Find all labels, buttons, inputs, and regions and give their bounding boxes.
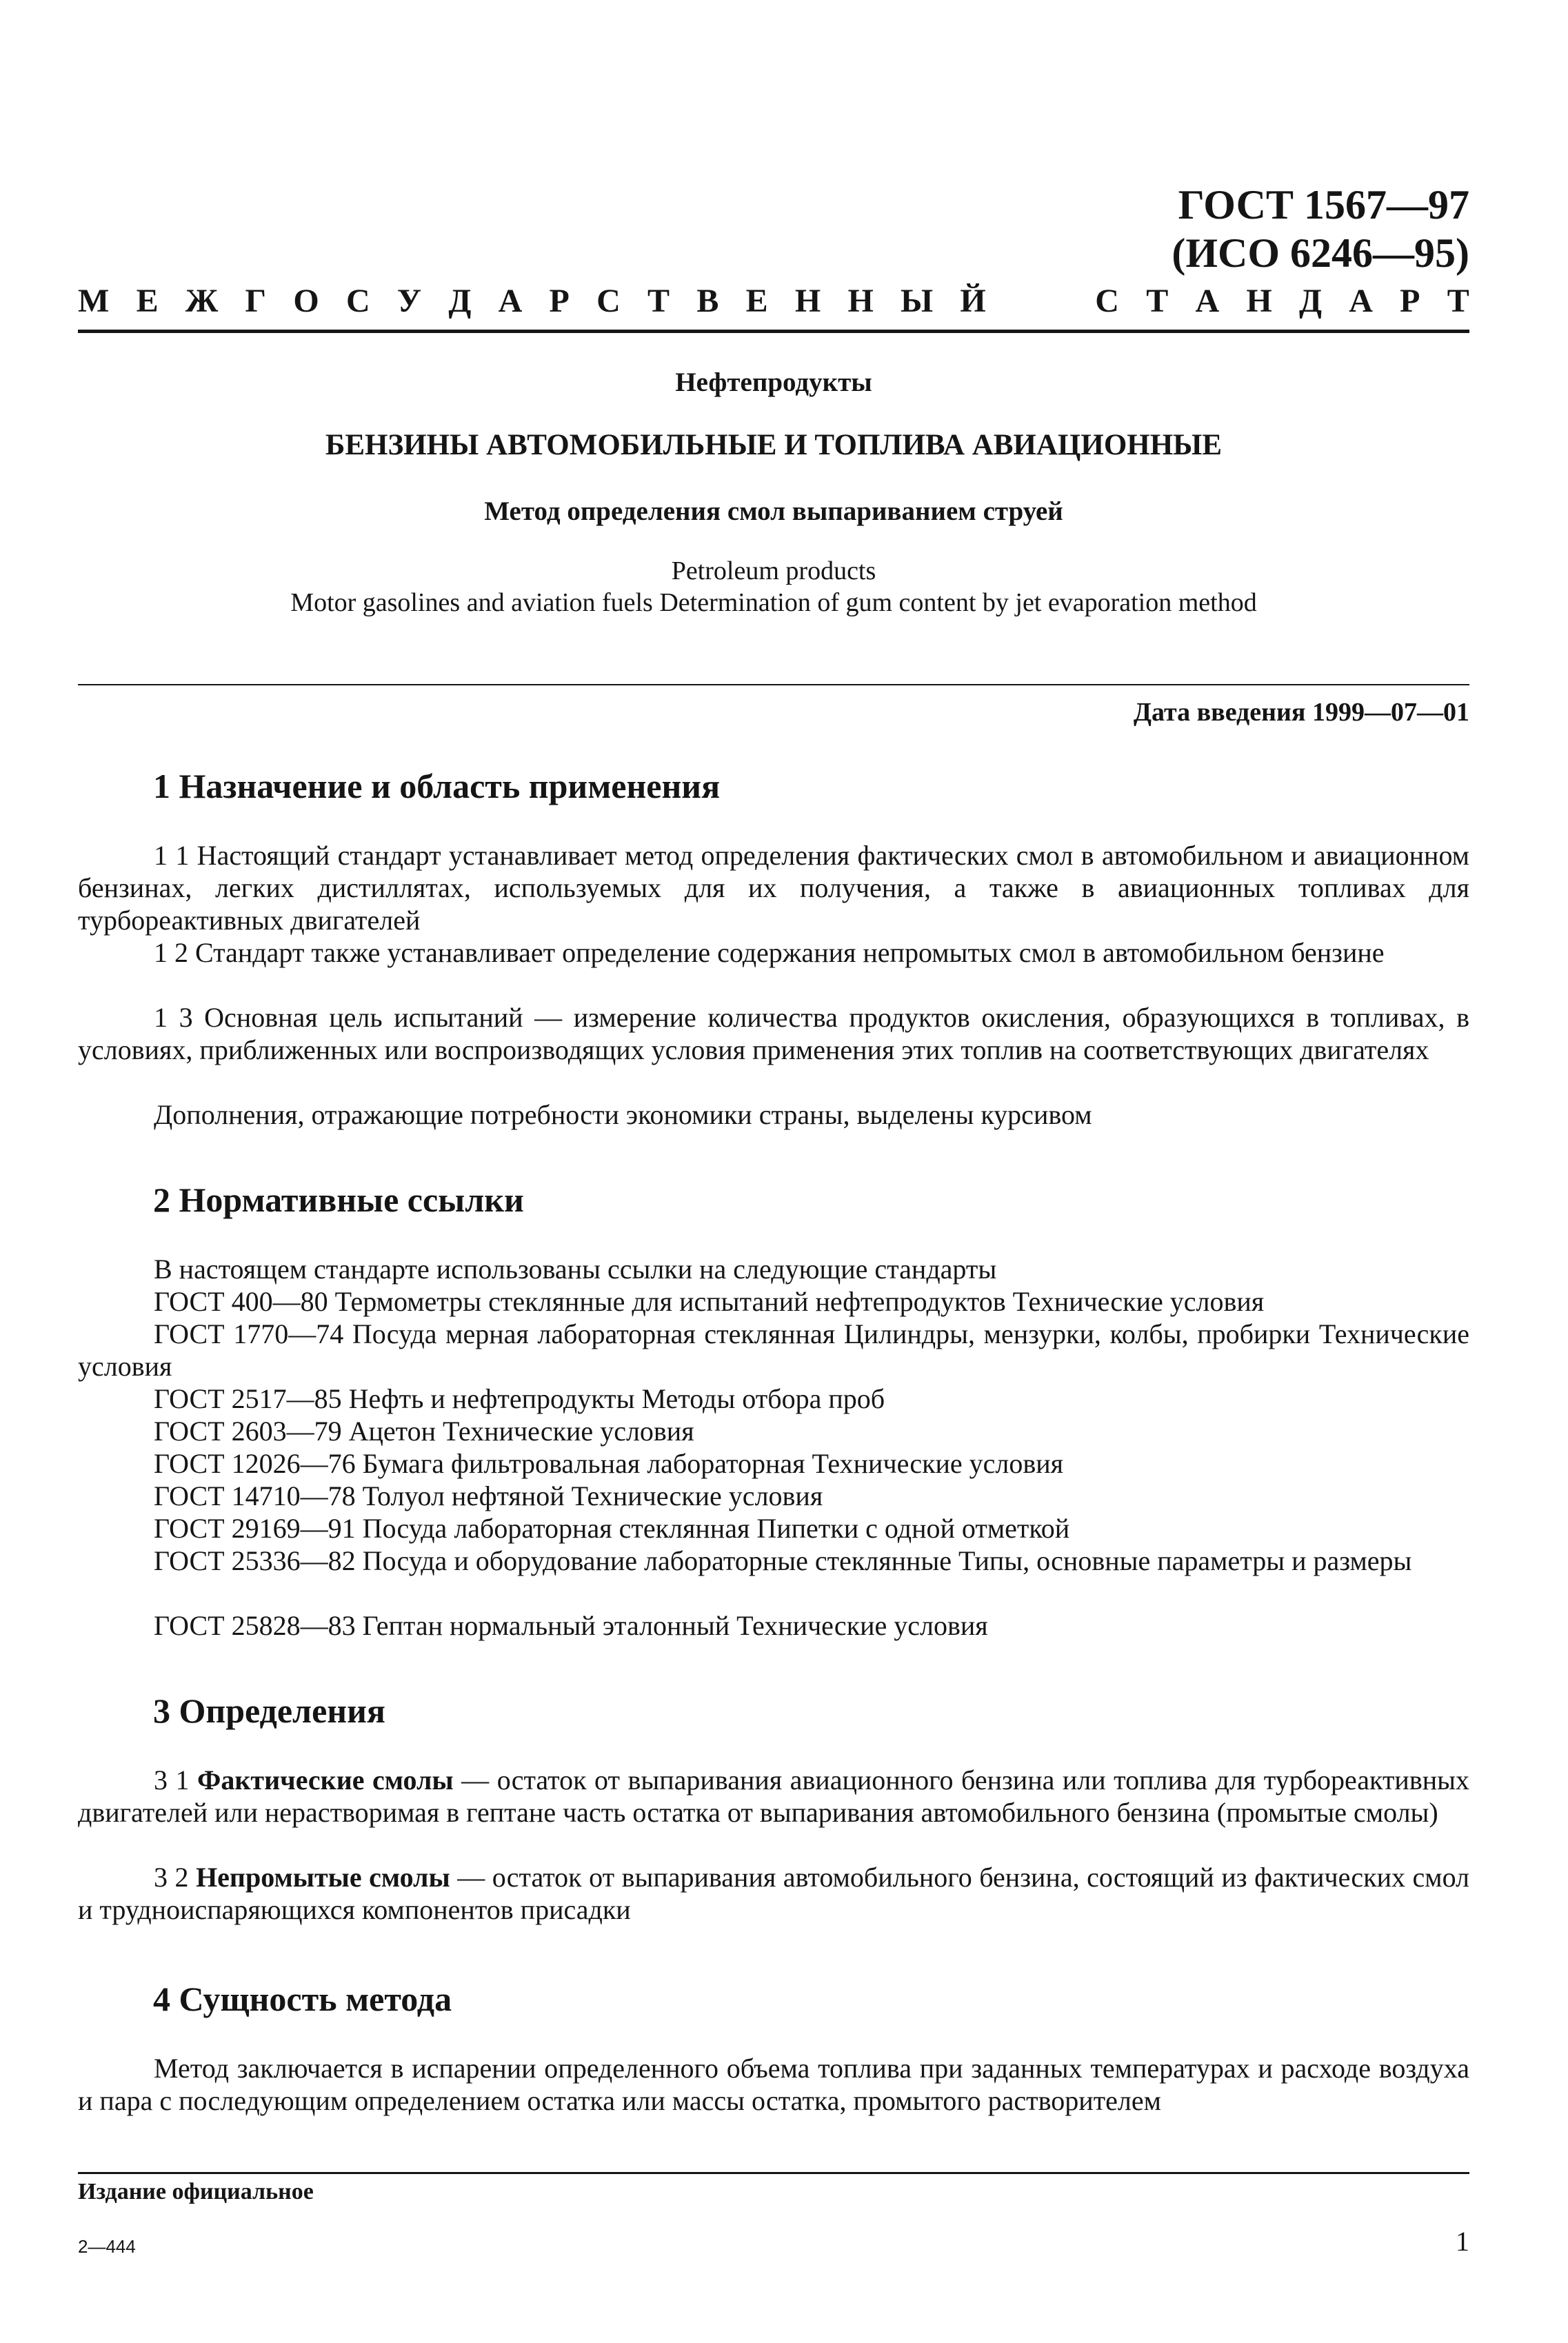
banner-right-letter-7: Т	[1447, 283, 1469, 319]
section-1-para-2: 1 2 Стандарт также устанавливает определение содержания непромытых смол в автомобильном бензине	[154, 937, 1385, 968]
banner-left-letter-17: Й	[960, 283, 986, 319]
banner-left-letter-2: Ж	[185, 283, 219, 319]
banner-right-letter-1: Т	[1146, 283, 1169, 319]
banner-left-letter-1: Е	[136, 283, 159, 319]
reference-7: ГОСТ 29169—91 Посуда лабораторная стеклянная Пипетки с одной отметкой	[154, 1513, 1070, 1544]
definition-2-number: 3 2	[154, 1862, 197, 1893]
title-main: БЕНЗИНЫ АВТОМОБИЛЬНЫЕ И ТОПЛИВА АВИАЦИОННЫЕ	[325, 429, 1223, 461]
section-1-para-4: Дополнения, отражающие потребности экономики страны, выделены курсивом	[154, 1099, 1092, 1130]
banner-right-letter-6: Р	[1400, 283, 1420, 319]
definition-1-term: Фактические смолы	[197, 1764, 454, 1796]
section-1-heading: 1 Назначение и область применения	[153, 767, 721, 805]
banner-right-letter-3: Н	[1246, 283, 1272, 319]
official-edition-label: Издание официальное	[78, 2179, 314, 2204]
definition-1-number: 3 1	[154, 1764, 198, 1796]
banner-right-letter-2: А	[1195, 283, 1220, 319]
banner-left-letter-0: М	[78, 283, 110, 319]
definition-1-text: — остаток от выпаривания авиационного бензина или топлива для турбореактивных двигателей или нерастворимая в гептане часть остатка от выпаривания автомобильного бензина (промытые смолы)	[78, 1764, 1470, 1828]
section-1-para-1: 1 1 Настоящий стандарт устанавливает метод определения фактических смол в автомобильном и авиационном бензинах, легких дистиллятах, используемых для их получения, а также в авиационных топливах для турбореактивных двигателей	[78, 840, 1469, 936]
banner-right-letter-5: А	[1349, 283, 1373, 319]
reference-1: ГОСТ 400—80 Термометры стеклянные для испытаний нефтепродуктов Технические условия	[154, 1286, 1265, 1317]
banner-left-letter-5: С	[345, 283, 370, 319]
definition-2-text: — остаток от выпаривания автомобильного бензина, состоящий из фактических смол и трудноиспаряющихся компонентов присадки	[78, 1862, 1470, 1925]
gost-code-block	[1172, 181, 1469, 277]
banner-left-letter-3: Г	[245, 283, 267, 319]
section-2-intro: В настоящем стандарте использованы ссылки на следующие стандарты	[154, 1254, 997, 1285]
banner-left-letter-14: Н	[794, 283, 821, 319]
banner-right-letter-4: Д	[1298, 283, 1322, 319]
section-4-heading: 4 Сущность метода	[153, 1980, 452, 2018]
banner-left-letter-15: Н	[847, 283, 874, 319]
definition-2-term: Непромытые смолы	[196, 1862, 450, 1893]
banner-left-letter-8: А	[498, 283, 523, 319]
reference-3: ГОСТ 2517—85 Нефть и нефтепродукты Методы отбора проб	[154, 1383, 885, 1414]
banner-left-letter-7: Д	[448, 283, 472, 319]
title-english-1: Petroleum products	[671, 556, 876, 585]
title-method: Метод определения смол выпариванием струей	[484, 496, 1063, 526]
banner-left-letter-16: Ы	[901, 283, 934, 319]
section-1-para-3: 1 3 Основная цель испытаний — измерение количества продуктов окисления, образующихся в топливах, в условиях, приближенных или воспроизводящих условия применения этих топлив на соответствующих двигателях	[78, 1002, 1469, 1065]
header-rule	[78, 330, 1469, 333]
banner-left-letter-11: Т	[647, 283, 670, 319]
banner-left-letter-9: Р	[549, 283, 570, 319]
reference-2: ГОСТ 1770—74 Посуда мерная лабораторная стеклянная Цилиндры, мензурки, колбы, пробирки Технические условия	[78, 1318, 1469, 1382]
definition-1	[78, 1764, 1469, 1829]
reference-4: ГОСТ 2603—79 Ацетон Технические условия	[154, 1416, 694, 1447]
reference-9: ГОСТ 25828—83 Гептан нормальный эталонный Технические условия	[154, 1610, 988, 1641]
banner-right-letter-0: С	[1095, 283, 1119, 319]
title-rule	[78, 684, 1469, 685]
banner-left-letter-10: С	[596, 283, 621, 319]
gost-number: ГОСТ 1567—97	[1178, 182, 1469, 228]
banner-left-letter-4: О	[293, 283, 319, 319]
interstate-standard-banner	[78, 277, 1469, 325]
section-3-heading: 3 Определения	[153, 1691, 385, 1730]
introduction-date: Дата введения 1999—07—01	[1133, 698, 1469, 727]
banner-left-letter-13: Е	[745, 283, 768, 319]
title-english-2: Motor gasolines and aviation fuels Determination of gum content by jet evaporation method	[290, 588, 1257, 617]
banner-left-letter-6: У	[396, 283, 422, 319]
banner-left-letter-12: В	[696, 283, 719, 319]
page-number: 1	[1456, 2226, 1469, 2257]
reference-6: ГОСТ 14710—78 Толуол нефтяной Технические условия	[154, 1480, 823, 1511]
section-4-para-1: Метод заключается в испарении определенного объема топлива при заданных температурах и расходе воздуха и пара с последующим определением остатка или массы остатка, промытого растворителем	[78, 2053, 1469, 2116]
title-category: Нефтепродукты	[675, 368, 872, 397]
section-2-heading: 2 Нормативные ссылки	[153, 1180, 524, 1219]
reference-5: ГОСТ 12026—76 Бумага фильтровальная лабораторная Технические условия	[154, 1448, 1064, 1479]
definition-2	[78, 1861, 1469, 1926]
reference-8: ГОСТ 25336—82 Посуда и оборудование лабораторные стеклянные Типы, основные параметры и размеры	[154, 1545, 1412, 1576]
iso-number: (ИСО 6246—95)	[1172, 230, 1469, 276]
print-code: 2—444	[78, 2236, 136, 2257]
